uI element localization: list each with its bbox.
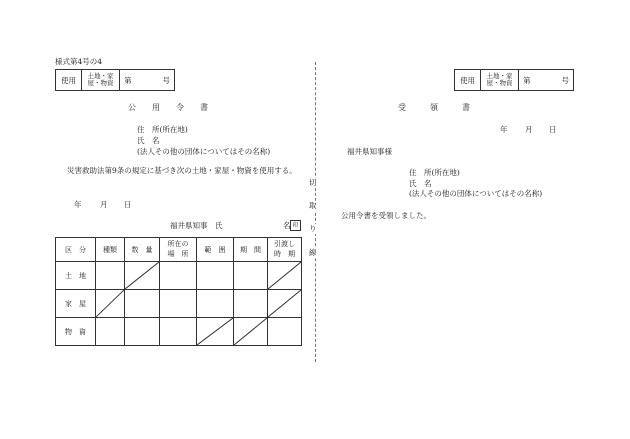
left-body-text: 災害救助法第9条の規定に基づき次の土地・家屋・物資を使用する。 — [67, 166, 297, 175]
header-range: 範 囲 — [197, 238, 234, 262]
issuer-label: 福井県知事 氏 — [170, 221, 223, 230]
table-cell — [125, 318, 160, 346]
number-prefix: 第 — [124, 75, 132, 85]
issuer-name-suffix: 名 — [283, 221, 291, 230]
use-type-label: 土地・家屋・物資 — [82, 70, 120, 90]
cut-line-char: 切 — [309, 178, 317, 187]
table-cell — [96, 318, 125, 346]
requisition-table — [55, 237, 302, 346]
header-handover: 引渡し時 期 — [268, 238, 302, 262]
table-cell — [234, 262, 268, 290]
left-date-day: 日 — [124, 200, 132, 209]
form-number: 様式第4号の4 — [55, 57, 103, 66]
right-name-label: 氏 名 — [409, 179, 432, 188]
right-date-day: 日 — [549, 125, 557, 134]
table-cell — [197, 262, 234, 290]
header-kind: 種類 — [96, 238, 125, 262]
table-cell — [197, 290, 234, 318]
table-cell — [160, 318, 197, 346]
table-cell — [160, 262, 197, 290]
left-use-box — [55, 69, 175, 91]
use-type-label: 土地・家屋・物資 — [481, 70, 519, 90]
left-date-month: 月 — [100, 200, 108, 209]
use-number-field — [120, 70, 174, 90]
header-location: 所在の場 所 — [160, 238, 197, 262]
number-suffix: 号 — [561, 75, 569, 85]
right-date-month: 月 — [525, 125, 533, 134]
table-cell — [160, 290, 197, 318]
left-name-label: 氏 名 — [137, 136, 160, 145]
cut-line-char: 線 — [309, 248, 317, 257]
left-corp-note: (法人その他の団体についてはその名称) — [137, 147, 271, 156]
use-label: 使用 — [56, 70, 82, 90]
row-label-house: 家 屋 — [56, 290, 96, 318]
table-row — [56, 318, 302, 346]
table-cell-slashed — [197, 318, 234, 346]
table-row — [56, 262, 302, 290]
table-row — [56, 290, 302, 318]
left-date-year: 年 — [74, 200, 82, 209]
right-title: 受 領 書 — [398, 103, 470, 112]
seal-mark: 印 — [290, 220, 301, 231]
right-address-label: 住 所(所在地) — [409, 168, 460, 177]
left-title: 公 用 令 書 — [128, 103, 208, 112]
use-label: 使用 — [455, 70, 481, 90]
header-quantity: 数 量 — [125, 238, 160, 262]
table-cell — [96, 262, 125, 290]
cut-line — [315, 62, 316, 362]
right-use-box — [454, 69, 574, 91]
table-cell — [125, 290, 160, 318]
left-address-label: 住 所(所在地) — [137, 125, 188, 134]
row-label-land: 土 地 — [56, 262, 96, 290]
table-cell-slashed — [125, 262, 160, 290]
table-cell-slashed — [96, 290, 125, 318]
table-cell — [234, 290, 268, 318]
cut-line-char: り — [309, 224, 317, 233]
addressee: 福井県知事様 — [347, 147, 392, 156]
receipt-text: 公用令書を受領しました。 — [341, 211, 431, 220]
use-number-field — [519, 70, 573, 90]
number-suffix: 号 — [162, 75, 170, 85]
right-corp-note: (法人その他の団体についてはその名称) — [409, 189, 543, 198]
table-cell — [268, 318, 302, 346]
table-header-row — [56, 238, 302, 262]
cut-line-char: 取 — [309, 201, 317, 210]
table-cell-slashed — [268, 290, 302, 318]
header-category: 区 分 — [56, 238, 96, 262]
right-date-year: 年 — [500, 125, 508, 134]
table-cell-slashed — [234, 318, 268, 346]
number-prefix: 第 — [523, 75, 531, 85]
header-period: 期 間 — [234, 238, 268, 262]
table-cell-slashed — [268, 262, 302, 290]
row-label-goods: 物 資 — [56, 318, 96, 346]
